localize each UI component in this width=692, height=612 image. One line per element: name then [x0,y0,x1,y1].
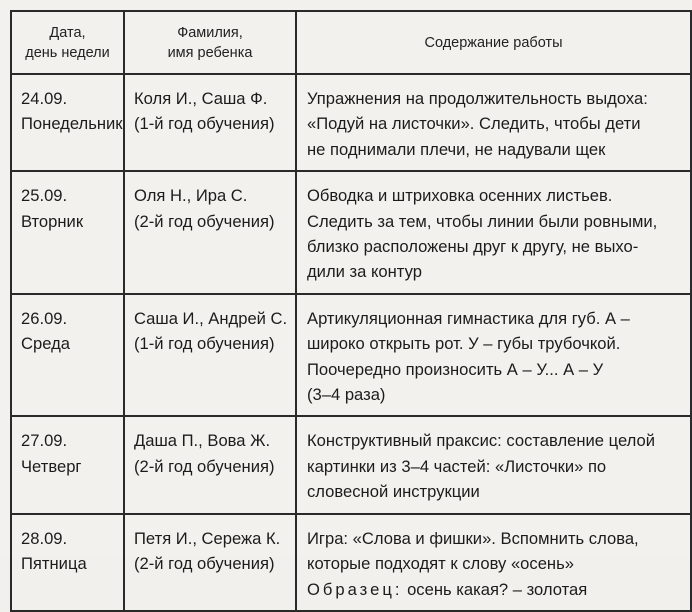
study-year: (1-й год обучения) [134,334,275,354]
child-names: Саша И., Андрей С. [134,308,288,328]
date-text: 27.09. [21,431,68,451]
date-text: 24.09. [21,89,68,108]
content-cell [296,74,691,171]
study-year: (2-й год обучения) [134,554,275,574]
date-cell [11,74,124,171]
example-label: Образец: [307,579,403,599]
study-year: (2-й год обучения) [134,456,275,476]
header-date-day [11,11,124,74]
study-year: (1-й год обучения) [134,114,275,134]
name-cell [124,74,296,171]
child-names: Оля Н., Ира С. [134,186,248,206]
content-line: Обводка и штриховка осенних листьев. [307,186,613,206]
content-line: словесной инструкции [307,482,480,502]
content-cell [296,171,691,294]
name-cell [124,171,296,294]
header-work-content [296,11,691,74]
content-line: Артикуляционная гимнастика для губ. А – [307,308,630,328]
header-text: Фамилия, [177,24,243,41]
content-line: широко открыть рот. У – губы трубочкой. [307,334,621,354]
weekday-text: Понедельник [21,114,123,134]
content-line: «Подуй на листочки». Следить, чтобы дети [307,114,641,134]
date-cell [11,294,124,417]
table-row [11,171,691,294]
weekday-text: Четверг [21,456,82,476]
content-cell [296,416,691,513]
study-year: (2-й год обучения) [134,211,275,231]
content-line: Игра: «Слова и фишки». Вспомнить слова, [307,528,639,548]
table-row [11,514,691,611]
header-text: день недели [25,44,110,61]
content-line: не поднимали плечи, не надували щек [307,139,606,159]
date-text: 28.09. [21,528,68,548]
child-names: Петя И., Сережа К. [134,528,281,548]
child-names: Даша П., Вова Ж. [134,431,271,451]
example-line [307,577,684,602]
weekday-text: Среда [21,334,70,354]
date-text: 25.09. [21,186,68,206]
content-line: которые подходят к слову «осень» [307,554,574,574]
header-row [11,11,691,74]
content-line: Конструктивный праксис: составление целой [307,431,655,451]
date-cell [11,514,124,611]
content-line: близко расположены друг к другу, не выхо- [307,237,639,257]
example-text: осень какая? – золотая [402,579,588,599]
header-text: имя ребенка [167,44,253,61]
weekday-text: Пятница [21,554,87,574]
content-line: картинки из 3–4 частей: «Листочки» по [307,456,607,476]
content-line: (3–4 раза) [307,385,386,405]
content-cell [296,294,691,417]
content-cell [296,514,691,611]
date-cell [11,171,124,294]
child-names: Коля И., Саша Ф. [134,89,268,108]
weekday-text: Вторник [21,211,84,231]
table-row [11,294,691,417]
table-row [11,416,691,513]
work-schedule-table [10,10,692,612]
content-line: Упражнения на продолжительность выдоха: [307,89,648,108]
content-line: дили за контур [307,262,422,282]
table-row [11,74,691,171]
table-header [11,11,691,74]
content-line: Следить за тем, чтобы линии были ровными, [307,211,658,231]
table-body [11,74,691,611]
content-line: Поочередно произносить А – У... А – У [307,359,604,379]
name-cell [124,514,296,611]
header-child-name [124,11,296,74]
date-cell [11,416,124,513]
name-cell [124,294,296,417]
date-text: 26.09. [21,308,68,328]
header-text: Дата, [49,24,86,41]
header-text: Содержание работы [424,34,563,51]
name-cell [124,416,296,513]
